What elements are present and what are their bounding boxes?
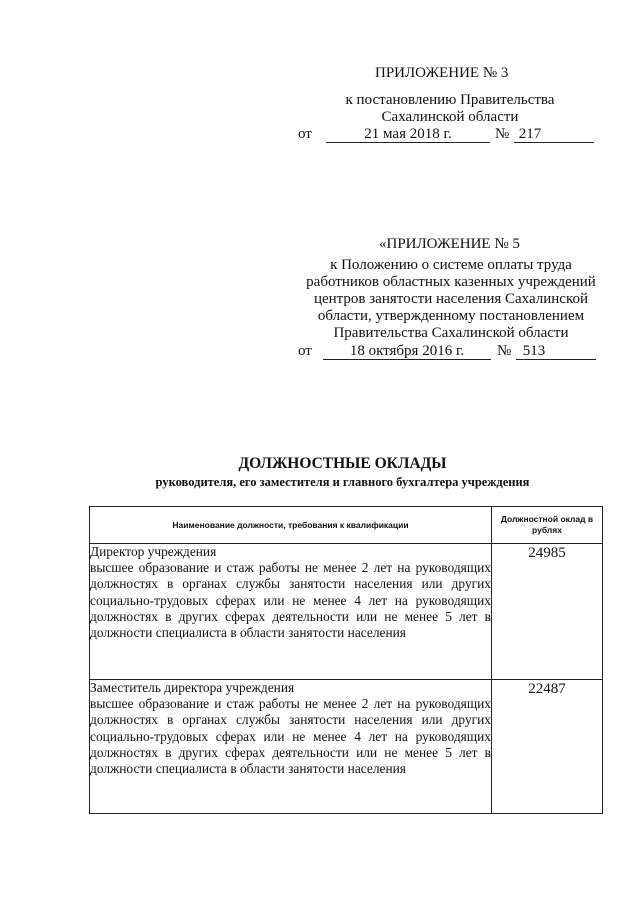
appendix-5-date: 18 октября 2016 г. (349, 343, 465, 359)
row-1-title: Директор учреждения (90, 544, 217, 559)
appendix-3-number: 217 (518, 126, 542, 142)
document-subtitle: руководителя, его заместителя и главного бухгалтера учреждения (155, 475, 530, 489)
appendix-5-from-label: от (298, 343, 312, 359)
appendix-5-number: 513 (522, 343, 546, 359)
salary-table (89, 506, 603, 814)
header-position: Наименование должности, требования к квалификации (90, 507, 492, 544)
appendix-3-date: 21 мая 2018 г. (364, 126, 452, 142)
appendix-5-number-underline (516, 343, 596, 360)
document-title: ДОЛЖНОСТНЫЕ ОКЛАДЫ (238, 455, 447, 472)
appendix-3-from-label: от (298, 126, 312, 142)
appendix-3-line-2: Сахалинской области (381, 109, 519, 125)
appendix-5-line-4: области, утвержденному постановлением (317, 308, 585, 324)
appendix-3-title: ПРИЛОЖЕНИЕ № 3 (375, 65, 509, 81)
appendix-5-number-label: № (497, 343, 512, 359)
table-header-row (90, 507, 603, 544)
appendix-5-line-5: Правительства Сахалинской области (333, 325, 569, 341)
row-1-requirements: высшее образование и стаж работы не менее 2 лет на руководящих должностях в органах службы занятости населения или других социально-трудовых сферах или не менее 4 лет на руководящих должностях в других сферах деятельности или не менее 5 лет в должности специалиста в области занятости населения (90, 560, 491, 641)
row-2-title: Заместитель директора учреждения (90, 680, 295, 695)
row-2-salary: 22487 (492, 680, 603, 814)
appendix-5-date-underline (323, 343, 491, 360)
appendix-3-number-label: № (495, 126, 510, 142)
table-row (90, 680, 603, 814)
appendix-5-line-3: центров занятости населения Сахалинской (313, 291, 589, 307)
row-1-description (90, 544, 492, 680)
appendix-3-number-underline (514, 126, 594, 143)
header-salary: Должностной оклад в рублях (492, 507, 603, 544)
table-row (90, 544, 603, 680)
appendix-3-date-underline (326, 126, 490, 143)
row-1-salary: 24985 (492, 544, 603, 680)
appendix-5-title: «ПРИЛОЖЕНИЕ № 5 (379, 236, 520, 252)
row-2-requirements: высшее образование и стаж работы не менее 2 лет на руководящих должностях в органах службы занятости населения или других социально-трудовых сферах или не менее 4 лет на руководящих должностях в других сферах деятельности или не менее 5 лет в должности специалиста в области занятости населения (90, 696, 491, 777)
appendix-5-line-2: работников областных казенных учреждений (306, 274, 596, 290)
appendix-5-line-1: к Положению о системе оплаты труда (330, 257, 572, 273)
row-2-description (90, 680, 492, 814)
appendix-3-line-1: к постановлению Правительства (345, 92, 555, 108)
